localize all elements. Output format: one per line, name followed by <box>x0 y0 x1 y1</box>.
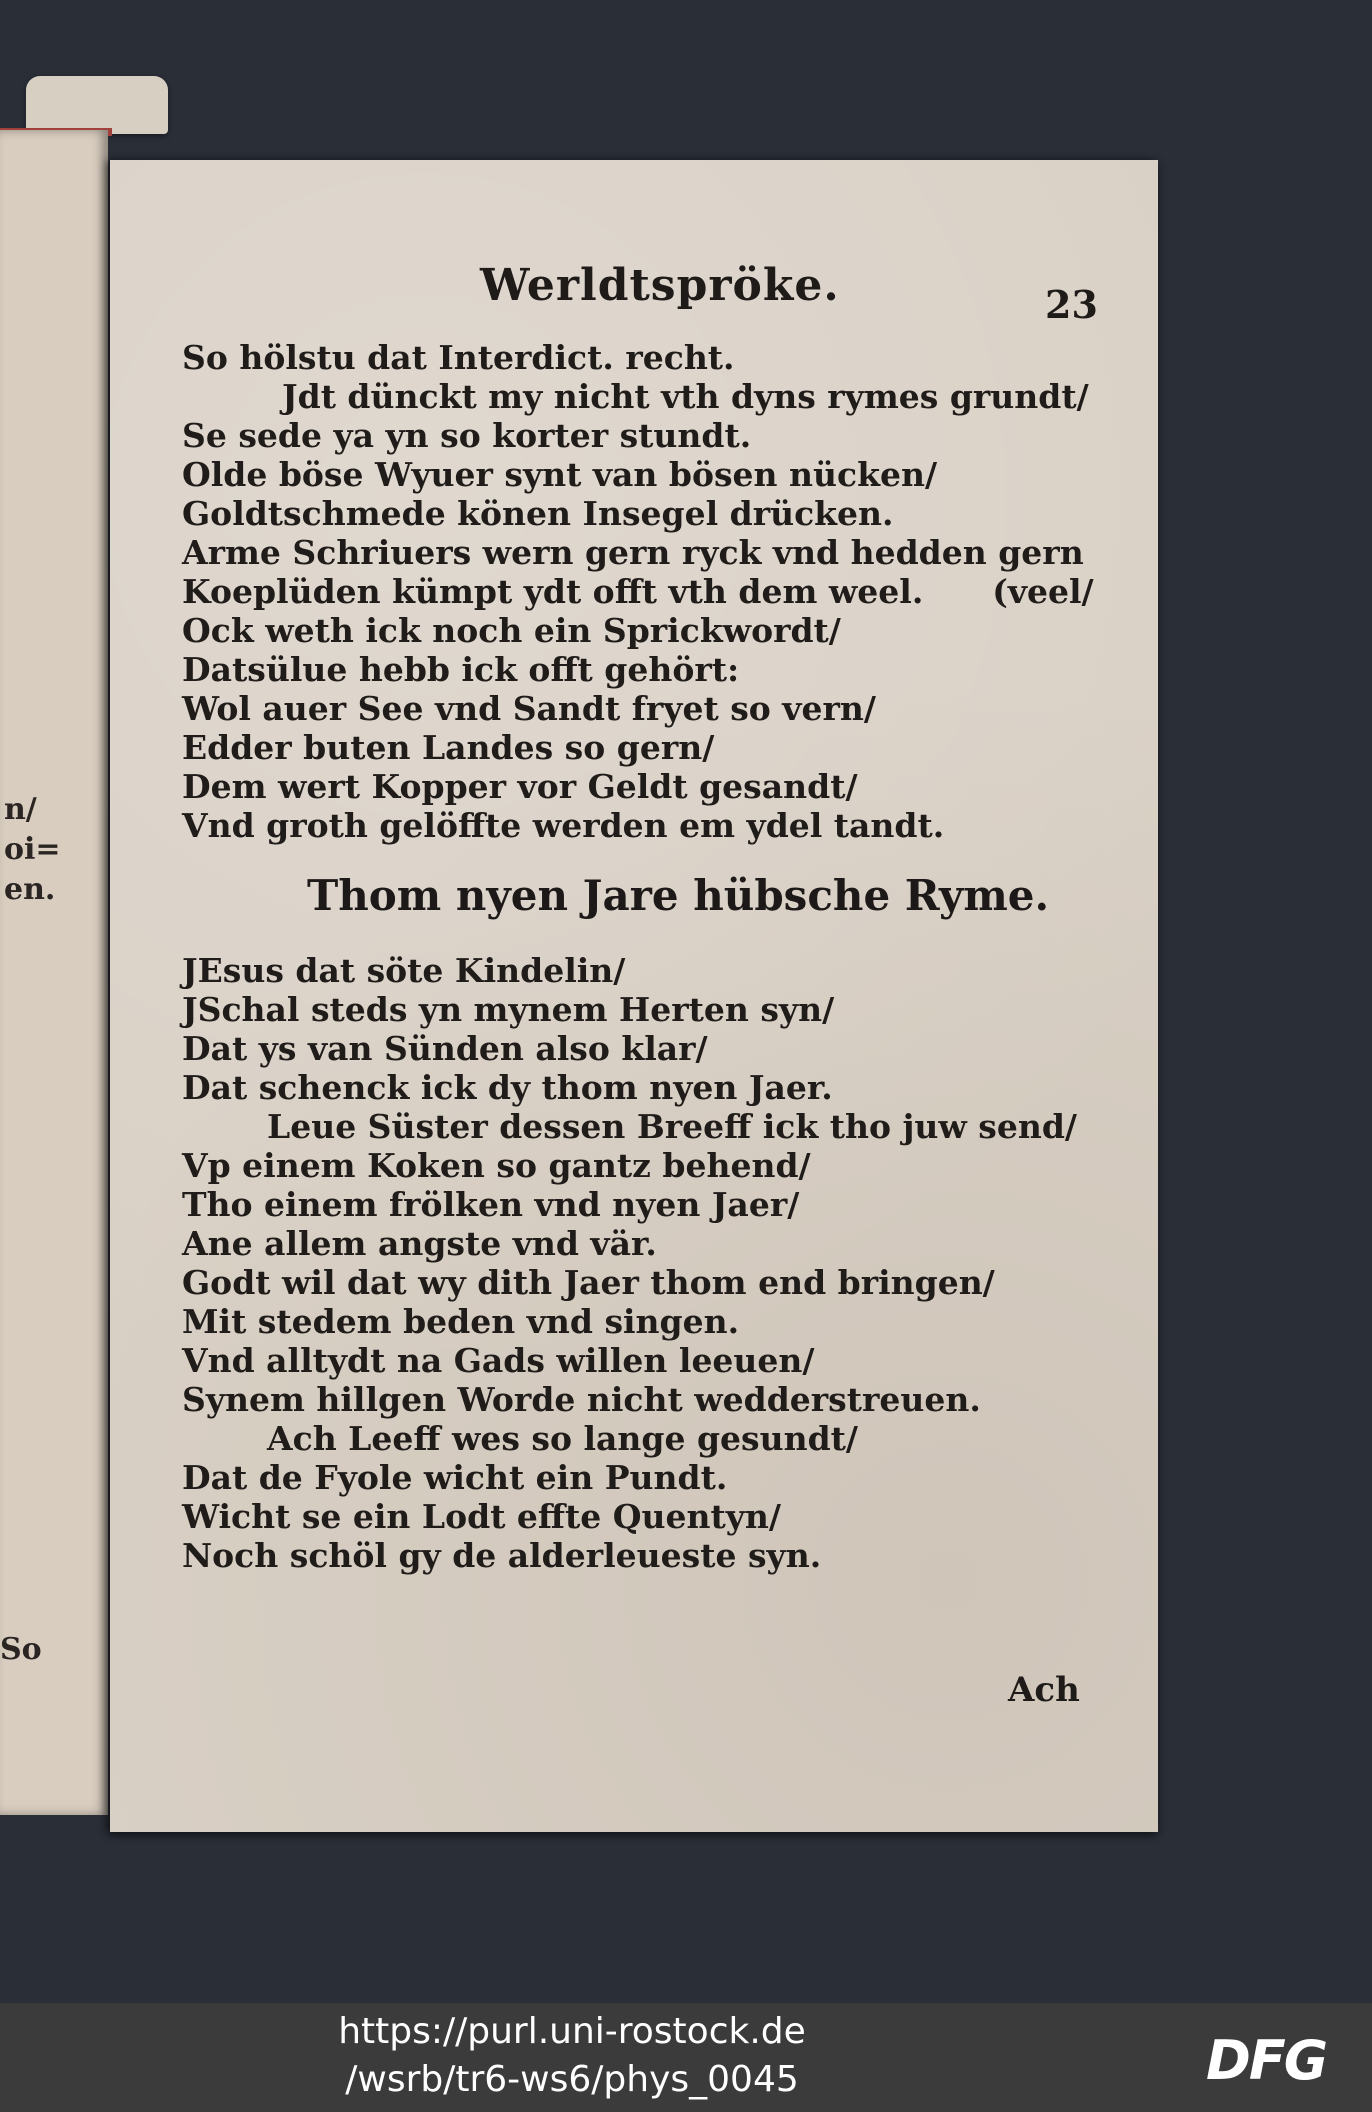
left-page-fragment: oi= <box>4 832 61 867</box>
verse-line: Arme Schriuers wern gern ryck vnd hedden gern <box>182 533 1084 572</box>
verse-line: Mit stedem beden vnd singen. <box>182 1302 740 1341</box>
verse-line: Noch schöl gy de alderleueste syn. <box>182 1536 822 1575</box>
verse-line: Edder buten Landes so gern/ <box>182 728 715 767</box>
verse-line: Se sede ya yn so korter stundt. <box>182 416 752 455</box>
verse-line: Dat ys van Sünden also klar/ <box>182 1029 708 1068</box>
verse-line: Datsülue hebb ick offt gehört: <box>182 650 740 689</box>
page-number: 23 <box>1045 282 1098 327</box>
verse-line: Jdt dünckt my nicht vth dyns rymes grundt/ <box>282 377 1089 416</box>
verse-line: Godt wil dat wy dith Jaer thom end bringen/ <box>182 1263 995 1302</box>
verse-line: Vnd groth gelöffte werden em ydel tandt. <box>182 806 945 845</box>
verse-line: Goldtschmede könen Insegel drücken. <box>182 494 894 533</box>
verse-block-1 <box>182 338 1142 845</box>
verse-text <box>182 338 1142 1575</box>
footer-bar <box>0 2003 1372 2112</box>
verse-line: JSchal steds yn mynem Herten syn/ <box>182 990 835 1029</box>
dfg-logo: DFG <box>1206 2029 1327 2092</box>
verse-line: Synem hillgen Worde nicht wedderstreuen. <box>182 1380 981 1419</box>
left-page-edge <box>0 130 108 1815</box>
verse-line: Dat de Fyole wicht ein Pundt. <box>182 1458 728 1497</box>
verse-block-2 <box>182 951 1142 1575</box>
source-url-line-1[interactable]: https://purl.uni-rostock.de <box>338 2011 806 2052</box>
running-head: Werldtspröke. <box>480 260 840 311</box>
left-page-fragment: n/ <box>4 792 37 827</box>
right-page <box>110 160 1158 1832</box>
left-page-fragment: So <box>0 1632 42 1667</box>
verse-line: Leue Süster dessen Breeff ick tho juw send/ <box>267 1107 1077 1146</box>
verse-line: Wicht se ein Lodt effte Quentyn/ <box>182 1497 781 1536</box>
verse-line: JEsus dat söte Kindelin/ <box>182 951 626 990</box>
verse-line: Vp einem Koken so gantz behend/ <box>182 1146 811 1185</box>
verse-line: Dat schenck ick dy thom nyen Jaer. <box>182 1068 833 1107</box>
verse-line: Ach Leeff wes so lange gesundt/ <box>267 1419 858 1458</box>
verse-line: So hölstu dat Interdict. recht. <box>182 338 735 377</box>
book-spine-top <box>26 76 168 134</box>
verse-line: Olde böse Wyuer synt van bösen nücken/ <box>182 455 938 494</box>
verse-line: Dem wert Kopper vor Geldt gesandt/ <box>182 767 858 806</box>
verse-line: Ock weth ick noch ein Sprickwordt/ <box>182 611 841 650</box>
verse-line: Tho einem frölken vnd nyen Jaer/ <box>182 1185 800 1224</box>
verse-line: Vnd alltydt na Gads willen leeuen/ <box>182 1341 815 1380</box>
source-url-line-2[interactable]: /wsrb/tr6-ws6/phys_0045 <box>345 2059 799 2100</box>
verse-line: Ane allem angste vnd vär. <box>182 1224 657 1263</box>
section-heading: Thom nyen Jare hübsche Ryme. <box>307 871 1050 920</box>
verse-line: Wol auer See vnd Sandt fryet so vern/ <box>182 689 876 728</box>
catchword: Ach <box>1008 1670 1080 1710</box>
verse-line: Koeplüden kümpt ydt offt vth dem weel. (veel/ <box>182 572 1094 611</box>
left-page-fragment: en. <box>4 872 56 907</box>
